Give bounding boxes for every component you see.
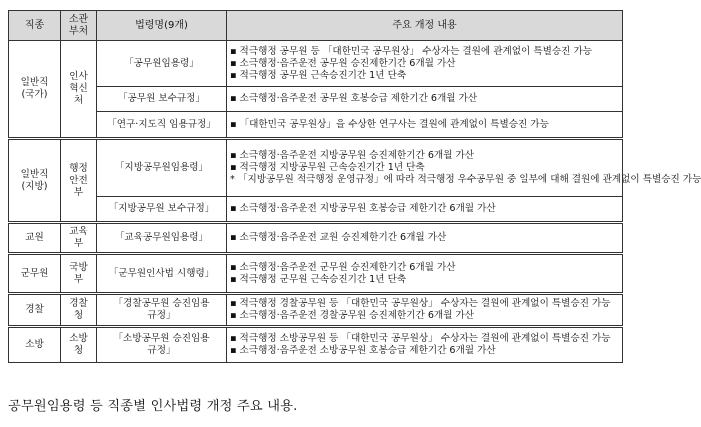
change-item: ▪ 소극행정·음주운전 공무원 승진제한기간 6개월 가산 — [230, 57, 456, 69]
ministry-cell: 행정 안전 부 — [61, 139, 97, 223]
change-item: ▪ 적극행정 지방공무원 근속승진기간 1년 단축 — [230, 162, 425, 173]
law-name-cell: 「군무원인사법 시행령」 — [97, 254, 227, 294]
change-item: ▪ 「대한민국 공무원상」을 수상한 연구사는 결원에 관계없이 특별승진 가능 — [230, 118, 549, 130]
table-row — [9, 41, 623, 87]
change-item: ▪ 적극행정 소방공무원 등 「대한민국 공무원상」 수상자는 결원에 관계없이 특별승진 가능 — [230, 333, 611, 344]
ministry-cell: 경찰 청 — [61, 294, 97, 327]
change-item: ▪ 적극행정 경찰공무원 등 「대한민국 공무원상」 수상자는 결원에 관계없이 특별승진 가능 — [230, 298, 611, 309]
table-row — [9, 254, 623, 294]
change-item: ▪ 적극행정 군무원 근속승진기간 1년 단축 — [230, 273, 407, 285]
table-row — [9, 139, 623, 197]
table-row — [9, 87, 623, 112]
law-name-cell: 「지방공무원임용령」 — [97, 139, 227, 197]
law-name-cell: 「공무원임용령」 — [97, 41, 227, 87]
job-cell: 일반직 (지방) — [9, 139, 61, 223]
job-cell: 소방 — [9, 327, 61, 363]
header-job: 직종 — [9, 11, 61, 41]
changes-cell — [227, 254, 623, 294]
regulation-table — [8, 10, 701, 363]
job-cell: 교원 — [9, 223, 61, 254]
job-cell: 경찰 — [9, 294, 61, 327]
ministry-cell: 인사 혁신 처 — [61, 41, 97, 139]
job-cell: 일반직 (국가) — [9, 41, 61, 139]
changes-cell — [227, 112, 623, 139]
law-name-cell: 「지방공무원 보수규정」 — [97, 197, 227, 223]
changes-cell — [227, 223, 623, 254]
ministry-cell: 소방 청 — [61, 327, 97, 363]
change-item: ▪ 소극행정·음주운전 지방공무원 승진제한기간 6개월 가산 — [230, 150, 475, 161]
table-row — [9, 223, 623, 254]
job-cell: 군무원 — [9, 254, 61, 294]
changes-cell — [227, 197, 623, 223]
law-name-cell: 「경찰공무원 승진임용 규정」 — [97, 294, 227, 327]
change-item: ▪ 적극행정 공무원 근속승진기간 1년 단축 — [230, 69, 407, 81]
changes-cell — [227, 139, 701, 197]
change-item: ▪ 소극행정·음주운전 군무원 승진제한기간 6개월 가산 — [230, 261, 456, 273]
law-name-cell: 「연구·지도직 임용규정」 — [97, 112, 227, 139]
regulation-table-frame — [8, 10, 701, 382]
changes-cell — [227, 327, 623, 363]
change-item: ▪ 소극행정·음주운전 교원 승진제한기간 6개월 가산 — [230, 232, 447, 243]
changes-cell — [227, 41, 623, 87]
table-row — [9, 197, 623, 223]
law-name-cell: 「교육공무원임용령」 — [97, 223, 227, 254]
caption: 공무원임용령 등 직종별 인사법령 개정 주요 내용. — [8, 399, 298, 414]
change-item: ▪ 적극행정 공무원 등 「대한민국 공무원상」 수상자는 결원에 관계없이 특별승진 가능 — [230, 45, 593, 57]
table-row — [9, 294, 623, 327]
table-header-row — [9, 11, 623, 41]
table-row — [9, 112, 623, 139]
table-row — [9, 327, 623, 363]
header-law: 법령명(9개) — [97, 11, 227, 41]
change-item: ▪ 소극행정·음주운전 소방공무원 호봉승급 제한기간 6개월 가산 — [230, 345, 496, 356]
table-body — [9, 41, 701, 363]
header-ministry: 소관 부처 — [61, 11, 97, 41]
ministry-cell: 교육 부 — [61, 223, 97, 254]
change-item: ▪ 소극행정·음주운전 지방공무원 호봉승급 제한기간 6개월 가산 — [230, 203, 496, 214]
change-item: ▪ 소극행정·음주운전 경찰공무원 승진제한기간 6개월 가산 — [230, 310, 475, 321]
ministry-cell: 국방 부 — [61, 254, 97, 294]
header-changes: 주요 개정 내용 — [227, 11, 623, 41]
change-item: * 「지방공무원 적극행정 운영규정」에 따라 적극행정 우수공무원 중 일부에 대해 결원에 관계없이 특별승진 가능 — [230, 174, 701, 185]
law-name-cell: 「소방공무원 승진임용 규정」 — [97, 327, 227, 363]
change-item: ▪ 소극행정·음주운전 공무원 호봉승급 제한기간 6개월 가산 — [230, 93, 478, 104]
law-name-cell: 「공무원 보수규정」 — [97, 87, 227, 112]
changes-cell — [227, 87, 623, 112]
changes-cell — [227, 294, 623, 327]
